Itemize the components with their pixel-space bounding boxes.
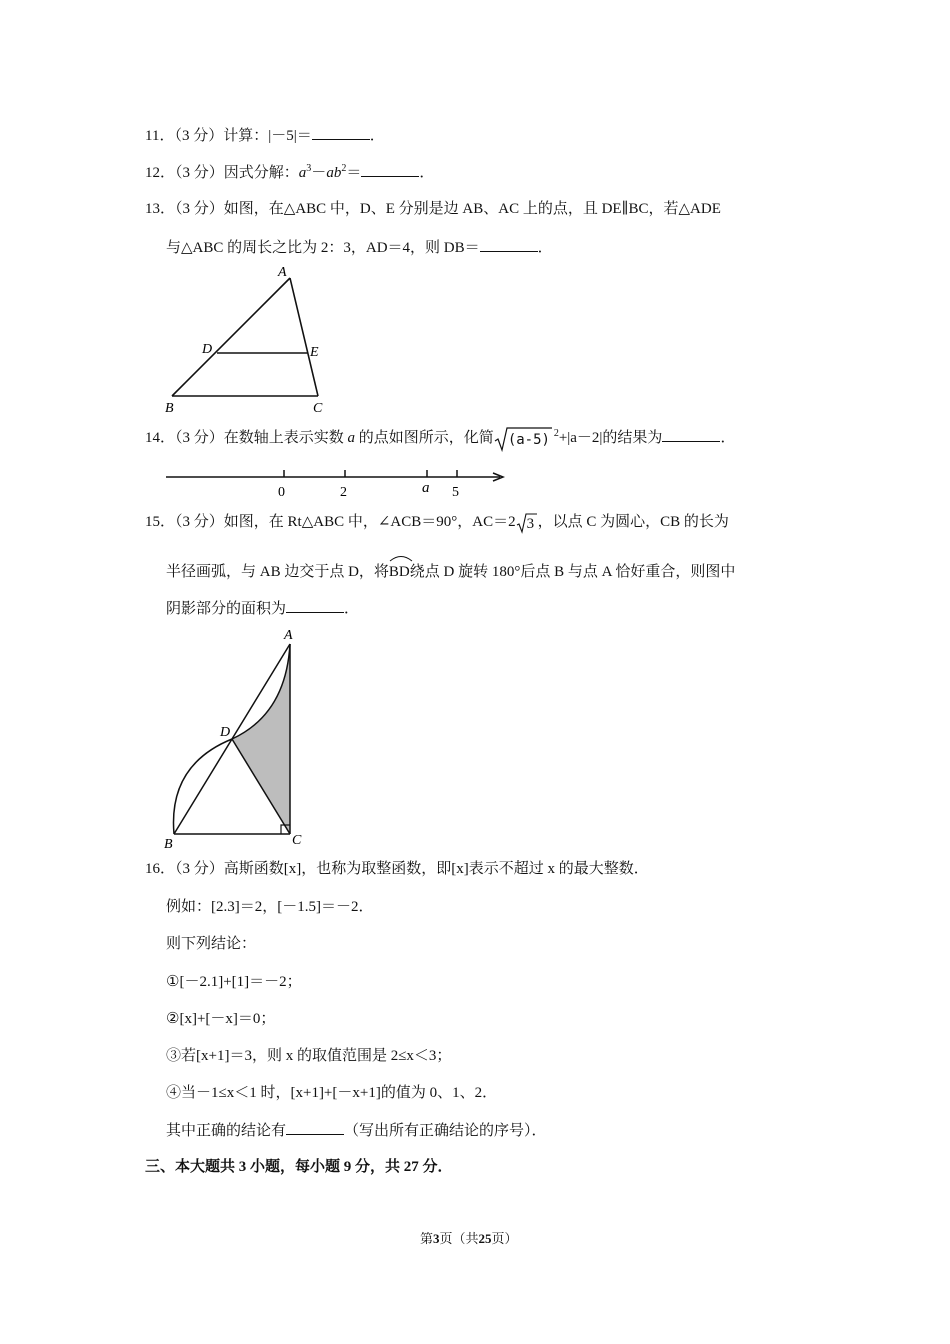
q12-var-ab: ab bbox=[326, 165, 342, 181]
q15-score: （3 分） bbox=[175, 514, 224, 530]
q16-item-4-text: ④当－1≤x＜1 时，[x+1]+[－x+1]的值为 0、1、2． bbox=[166, 1085, 498, 1101]
q12-exp-3: 3 bbox=[306, 163, 312, 174]
q16-item-1-text: ①[－2.1]+[1]＝－2； bbox=[166, 974, 302, 990]
q16-number: 16． bbox=[145, 861, 176, 877]
q15-line3 bbox=[166, 598, 359, 619]
q14-var-a: a bbox=[347, 430, 356, 446]
q15-answer-blank[interactable] bbox=[286, 598, 344, 613]
q13-text-line1: 如图，在△ABC 中，D、E 分别是边 AB、AC 上的点，且 DE∥BC，若△ADE bbox=[223, 201, 721, 217]
q15-text-line3: 阴影部分的面积为 bbox=[166, 601, 287, 617]
q15-line1 bbox=[145, 510, 729, 534]
q12-number: 12． bbox=[145, 165, 176, 181]
q16-line2 bbox=[166, 897, 373, 917]
q12-minus: － bbox=[311, 165, 327, 181]
q16-conclusions-intro: 则下列结论： bbox=[166, 936, 257, 952]
q14-text-c: +|a－2|的结果为 bbox=[558, 430, 663, 446]
q16-item-3-text: ③若[x+1]＝3，则 x 的取值范围是 2≤x＜3； bbox=[166, 1048, 452, 1064]
q15-label-b: B bbox=[164, 837, 173, 852]
q14-sqrt-expression bbox=[494, 426, 554, 452]
q16-item-3 bbox=[166, 1046, 451, 1066]
q14-label-0: 0 bbox=[278, 485, 285, 500]
q16-item-4 bbox=[166, 1083, 497, 1103]
q14-text-b: 的点如图所示，化简 bbox=[358, 430, 494, 446]
q13-score: （3 分） bbox=[175, 201, 224, 217]
footer-mid: 页（共 bbox=[439, 1231, 479, 1246]
q12-exp-2: 2 bbox=[341, 163, 347, 174]
q16-last-text-a: 其中正确的结论有 bbox=[166, 1123, 287, 1139]
q13-answer-blank[interactable] bbox=[480, 237, 538, 252]
q13-side-ac bbox=[290, 278, 318, 396]
q16-score: （3 分） bbox=[175, 861, 224, 877]
q13-label-e: E bbox=[310, 345, 319, 360]
q15-sqrt-three bbox=[516, 512, 538, 534]
q13-triangle-figure bbox=[160, 260, 340, 418]
q13-text-line2: 与△ABC 的周长之比为 2：3，AD＝4，则 DB＝ bbox=[166, 240, 480, 256]
q14-label-5: 5 bbox=[452, 485, 459, 500]
q12-eq: ＝ bbox=[346, 165, 362, 181]
q16-last-line bbox=[166, 1120, 547, 1141]
q13-label-d: D bbox=[202, 342, 213, 357]
q16-item-2-text: ②[x]+[－x]＝0； bbox=[166, 1011, 276, 1027]
q14-end: ． bbox=[720, 430, 736, 446]
q13-line1 bbox=[145, 199, 721, 219]
q12-end: ． bbox=[419, 165, 435, 181]
q13-label-c: C bbox=[313, 401, 323, 416]
q15-number: 15． bbox=[145, 514, 176, 530]
q13-end: ． bbox=[537, 240, 553, 256]
q12-text: 因式分解： bbox=[223, 165, 299, 181]
q12-answer-blank[interactable] bbox=[361, 162, 419, 177]
q14-radicand: (a-5) bbox=[507, 431, 550, 448]
q15-arc-mark bbox=[389, 554, 413, 562]
page-footer bbox=[420, 1228, 518, 1247]
q16-text-line1: 高斯函数[x]，也称为取整函数，即[x]表示不超过 x 的最大整数． bbox=[223, 861, 649, 877]
footer-post: 页） bbox=[491, 1231, 518, 1246]
q11-text: 计算：|－5|＝ bbox=[223, 128, 312, 144]
q14-label-a: a bbox=[422, 480, 430, 496]
q15-arc-label: BD bbox=[388, 564, 410, 580]
q14-radical-exp: 2 bbox=[553, 428, 559, 439]
q15-text-line2b: 绕点 D 旋转 180°后点 B 与点 A 恰好重合，则图中 bbox=[409, 564, 736, 580]
q15-figure bbox=[158, 622, 318, 854]
q14-answer-blank[interactable] bbox=[662, 427, 720, 442]
q16-last-text-b: （写出所有正确结论的序号）． bbox=[344, 1123, 547, 1139]
q15-shaded-region bbox=[232, 644, 290, 834]
footer-page-number: 3 bbox=[433, 1231, 440, 1246]
q13-number: 13． bbox=[145, 201, 176, 217]
q13-side-ab bbox=[172, 278, 290, 396]
q15-line2 bbox=[166, 556, 735, 584]
q14-number: 14． bbox=[145, 430, 176, 446]
q14-label-2: 2 bbox=[340, 485, 347, 500]
q15-label-a: A bbox=[284, 628, 293, 643]
q14-text-a: 在数轴上表示实数 bbox=[223, 430, 344, 446]
q13-label-b: B bbox=[165, 401, 174, 416]
q16-item-2 bbox=[166, 1009, 275, 1029]
q13-label-a: A bbox=[278, 265, 287, 280]
q15-label-c: C bbox=[292, 833, 302, 848]
q15-text-line2a: 半径画弧，与 AB 边交于点 D，将 bbox=[166, 564, 389, 580]
q14-line bbox=[145, 425, 735, 452]
q12-line bbox=[145, 162, 434, 183]
q15-radicand: 3 bbox=[526, 515, 535, 532]
q16-item-1 bbox=[166, 972, 302, 992]
q13-line2 bbox=[166, 237, 553, 258]
q15-end: ． bbox=[344, 601, 360, 617]
q14-score: （3 分） bbox=[175, 430, 224, 446]
q11-line bbox=[145, 125, 385, 146]
q11-score: （3 分） bbox=[174, 128, 224, 144]
footer-pre: 第 bbox=[420, 1231, 434, 1246]
q12-score: （3 分） bbox=[175, 165, 224, 181]
q12-var-a: a bbox=[298, 165, 307, 181]
q11-number: 11． bbox=[145, 128, 175, 144]
q16-line3 bbox=[166, 934, 256, 954]
q14-number-line bbox=[160, 462, 512, 502]
q15-label-d: D bbox=[220, 725, 231, 740]
q15-arc-bd bbox=[389, 556, 410, 584]
section-3-heading: 三、本大题共 3 小题，每小题 9 分，共 27 分． bbox=[145, 1159, 453, 1175]
q11-answer-blank[interactable] bbox=[312, 125, 370, 140]
q15-text-line1b: ，以点 C 为圆心，CB 的长为 bbox=[537, 514, 729, 530]
q15-text-line1a: 如图，在 Rt△ABC 中，∠ACB＝90°，AC＝2 bbox=[223, 514, 516, 530]
q16-line1 bbox=[145, 859, 649, 879]
q16-answer-blank[interactable] bbox=[286, 1120, 344, 1135]
q11-end: ． bbox=[369, 128, 385, 144]
q16-example: 例如：[2.3]＝2，[－1.5]＝－2． bbox=[166, 899, 374, 915]
footer-total-pages: 25 bbox=[478, 1231, 492, 1246]
